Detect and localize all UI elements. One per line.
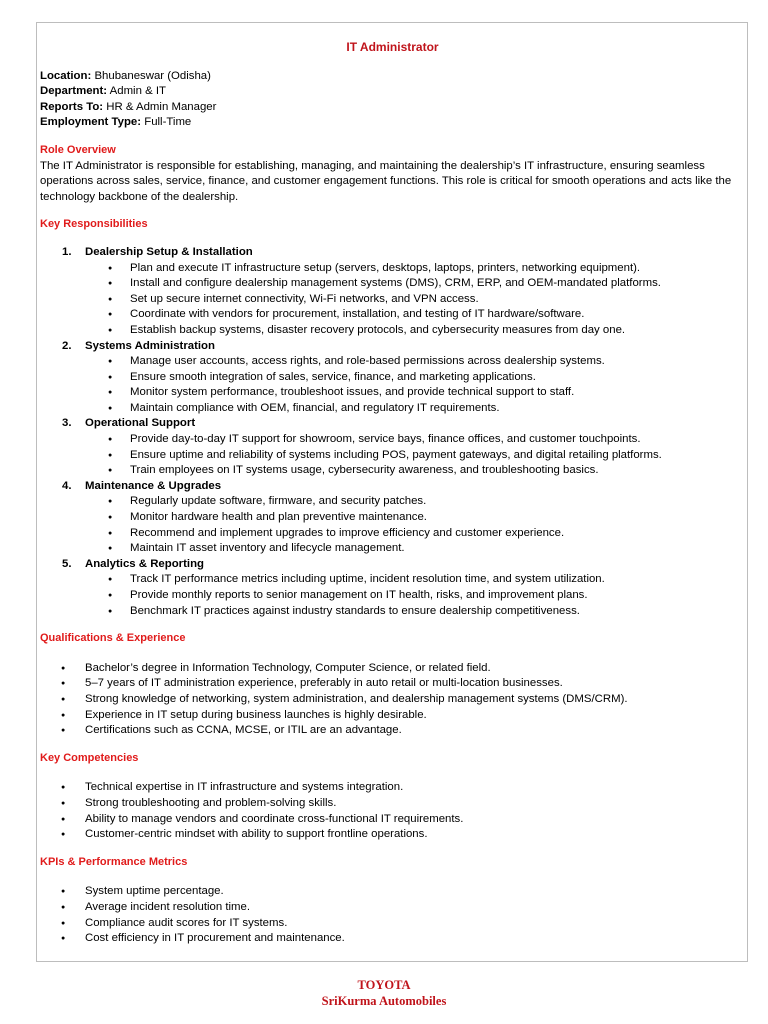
list-item-text: Maintain compliance with OEM, financial, and regulatory IT requirements.	[130, 401, 500, 414]
responsibility-group	[40, 245, 745, 339]
responsibility-group-title	[40, 557, 745, 573]
list-item-text: Ensure smooth integration of sales, service, finance, and marketing applications.	[130, 370, 536, 383]
list-item-text: Provide monthly reports to senior management on IT health, risks, and improvement plans.	[130, 589, 588, 601]
group-number: 1.	[62, 245, 72, 258]
group-number: 3.	[62, 417, 72, 430]
list-item: ● Cost efficiency in IT procurement and maintenance.	[40, 931, 745, 947]
list-item	[40, 323, 745, 339]
list-item	[40, 572, 745, 588]
meta-value: Full-Time	[144, 116, 192, 129]
meta-value: HR & Admin Manager	[106, 100, 217, 113]
list-item: ● Technical expertise in IT infrastructure and systems integration.	[40, 780, 745, 796]
list-item-text: Recommend and implement upgrades to improve efficiency and customer experience.	[130, 526, 565, 539]
list-item	[40, 307, 745, 323]
meta-value: Admin & IT	[109, 85, 166, 98]
group-number: 4.	[62, 479, 72, 492]
list-item-text: Manage user accounts, access rights, and role-based permissions across dealership systems.	[130, 355, 605, 368]
responsibility-items	[40, 354, 745, 416]
responsibility-items	[40, 572, 745, 619]
meta-reports-to	[40, 100, 745, 116]
list-item	[40, 385, 745, 401]
meta-employment-type	[40, 115, 745, 131]
responsibility-group	[40, 339, 745, 417]
list-item	[40, 541, 745, 557]
responsibility-group-title	[40, 245, 745, 261]
list-item: ● Ability to manage vendors and coordinate cross-functional IT requirements.	[40, 812, 745, 828]
list-item	[40, 463, 745, 479]
meta-label: Employment Type:	[40, 116, 142, 129]
list-item-text: Monitor hardware health and plan preventive maintenance.	[130, 511, 427, 524]
list-item	[40, 401, 745, 417]
group-title-text: Maintenance & Upgrades	[85, 479, 222, 492]
list-item-text: Coordinate with vendors for procurement, installation, and testing of IT hardware/software.	[130, 308, 585, 321]
list-item: ● Customer-centric mindset with ability to support frontline operations.	[40, 827, 745, 843]
list-item	[40, 494, 745, 510]
role-overview-heading: Role Overview	[40, 143, 116, 156]
list-item: ● Strong knowledge of networking, system administration, and dealership management systems (DMS/CRM).	[40, 692, 745, 708]
meta-label: Reports To:	[40, 100, 104, 113]
list-item-text: Provide day-to-day IT support for showroom, service bays, finance offices, and customer touchpoints.	[130, 433, 641, 446]
list-item: ● System uptime percentage.	[40, 884, 745, 900]
responsibility-items	[40, 261, 745, 339]
responsibility-group	[40, 557, 745, 619]
list-item	[40, 370, 745, 386]
page-title: IT Administrator	[346, 40, 439, 54]
list-item	[40, 432, 745, 448]
group-title-text: Dealership Setup & Installation	[85, 245, 253, 258]
responsibility-group-title	[40, 339, 745, 355]
list-item-text: Establish backup systems, disaster recovery protocols, and cybersecurity measures from day one.	[130, 323, 626, 336]
responsibility-items	[40, 494, 745, 556]
list-item	[40, 510, 745, 526]
kpis-heading: KPIs & Performance Metrics	[40, 855, 188, 868]
meta-label: Location:	[40, 69, 92, 82]
footer	[0, 977, 768, 1009]
list-item	[40, 354, 745, 370]
group-number: 5.	[62, 557, 72, 570]
competencies-heading: Key Competencies	[40, 751, 139, 764]
list-item	[40, 448, 745, 464]
competencies-list	[40, 780, 745, 842]
list-item	[40, 261, 745, 277]
meta-location	[40, 69, 745, 85]
list-item: ● Average incident resolution time.	[40, 900, 745, 916]
list-item-text: Maintain IT asset inventory and lifecycle management.	[130, 542, 405, 555]
list-item: ● Experience in IT setup during business launches is highly desirable.	[40, 708, 745, 724]
list-item-text: Regularly update software, firmware, and security patches.	[130, 495, 427, 508]
group-title-text: Operational Support	[85, 417, 196, 430]
kpis-list	[40, 884, 745, 946]
list-item	[40, 588, 745, 604]
list-item-text: Set up secure internet connectivity, Wi-Fi networks, and VPN access.	[130, 292, 479, 305]
responsibility-group	[40, 479, 745, 557]
meta-department	[40, 84, 745, 100]
responsibility-items	[40, 432, 745, 479]
list-item-text: Train employees on IT systems usage, cybersecurity awareness, and troubleshooting basics.	[130, 464, 599, 477]
list-item-text: Plan and execute IT infrastructure setup (servers, desktops, laptops, printers, networking equipment).	[130, 261, 641, 274]
group-number: 2.	[62, 339, 72, 352]
qualifications-heading: Qualifications & Experience	[40, 632, 186, 645]
responsibility-group	[40, 416, 745, 478]
meta-label: Department:	[40, 85, 108, 98]
list-item	[40, 292, 745, 308]
list-item: ● Bachelor’s degree in Information Technology, Computer Science, or related field.	[40, 661, 745, 677]
responsibility-group-title	[40, 416, 745, 432]
list-item: ● Compliance audit scores for IT systems.	[40, 916, 745, 932]
job-meta	[40, 69, 745, 131]
list-item: ● Certifications such as CCNA, MCSE, or ITIL are an advantage.	[40, 723, 745, 739]
responsibility-group-title	[40, 479, 745, 495]
document-body	[40, 40, 745, 947]
qualifications-list	[40, 661, 745, 739]
footer-dealer: SriKurma Automobiles	[321, 994, 447, 1008]
list-item-text: Ensure uptime and reliability of systems including POS, payment gateways, and digital retailing platforms.	[130, 448, 662, 461]
list-item-text: Benchmark IT practices against industry standards to ensure dealership competitiveness.	[130, 604, 580, 617]
meta-value: Bhubaneswar (Odisha)	[94, 69, 211, 82]
responsibilities-heading: Key Responsibilities	[40, 218, 148, 231]
list-item	[40, 276, 745, 292]
role-overview-text: The IT Administrator is responsible for establishing, managing, and maintaining the dealership’s IT infrastructure, ensuring seamless operations across sales, service, finance, and customer engagement functions. This role is critical for smooth operations and acts like the technology backbone of the dealership.	[40, 159, 732, 203]
list-item: ● 5–7 years of IT administration experience, preferably in auto retail or multi-location businesses.	[40, 676, 745, 692]
list-item-text: Track IT performance metrics including uptime, incident resolution time, and system utilization.	[130, 573, 605, 586]
list-item-text: Monitor system performance, troubleshoot issues, and provide technical support to staff.	[130, 386, 575, 399]
list-item-text: Install and configure dealership management systems (DMS), CRM, ERP, and OEM-mandated platforms.	[130, 277, 661, 290]
responsibilities-list	[40, 245, 745, 619]
list-item	[40, 604, 745, 620]
list-item: ● Strong troubleshooting and problem-solving skills.	[40, 796, 745, 812]
list-item	[40, 526, 745, 542]
footer-brand: TOYOTA	[357, 978, 411, 992]
group-title-text: Systems Administration	[85, 339, 215, 352]
group-title-text: Analytics & Reporting	[85, 557, 204, 570]
